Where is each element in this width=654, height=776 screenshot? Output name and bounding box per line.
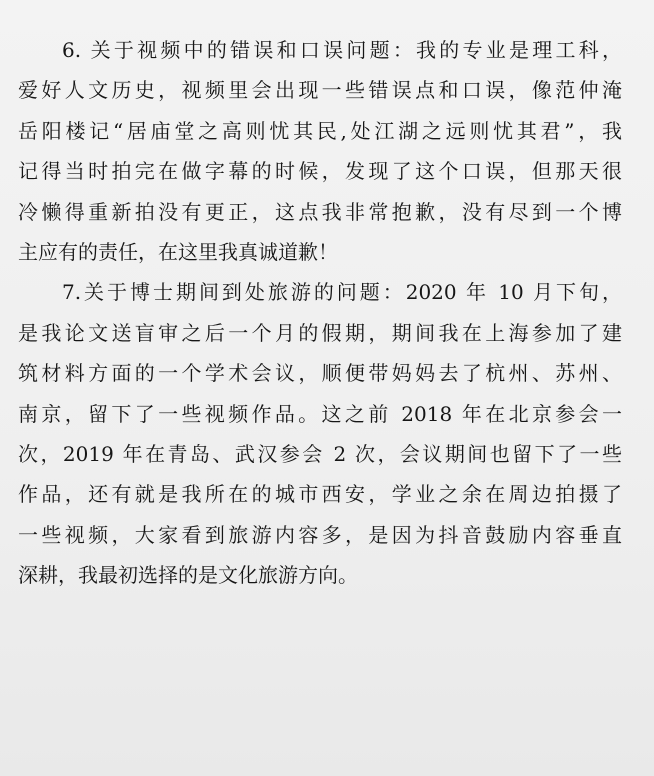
paragraph-7-travel [0, 272, 654, 595]
text-line: 南京，留下了一些视频作品。这之前 2018 年在北京参会一 [18, 401, 622, 426]
paragraph-6-typos [0, 30, 654, 272]
text-line: 次，2019 年在青岛、武汉参会 2 次，会议期间也留下了一些 [18, 442, 622, 467]
text-line: 作品，还有就是我所在的城市西安，学业之余在周边拍摄了 [18, 482, 622, 507]
text-line: 岳阳楼记“居庙堂之高则忧其民,处江湖之远则忧其君”，我 [18, 118, 622, 143]
text-line: 主应有的责任，在这里我真诚道歉！ [18, 240, 338, 265]
text-line: 深耕，我最初选择的是文化旅游方向。 [18, 563, 358, 588]
text-line: 冷懒得重新拍没有更正，这点我非常抱歉，没有尽到一个博 [18, 199, 622, 224]
text-line: 7.关于博士期间到处旅游的问题：2020 年 10 月下旬， [62, 280, 622, 305]
text-line: 是我论文送盲审之后一个月的假期，期间我在上海参加了建 [18, 320, 622, 345]
text-line: 爱好人文历史，视频里会出现一些错误点和口误，像范仲淹 [18, 78, 622, 103]
text-line: 筑材料方面的一个学术会议，顺便带妈妈去了杭州、苏州、 [18, 361, 622, 386]
text-line: 记得当时拍完在做字幕的时候，发现了这个口误，但那天很 [18, 159, 622, 184]
text-line: 一些视频，大家看到旅游内容多，是因为抖音鼓励内容垂直 [18, 522, 622, 547]
text-line: 6. 关于视频中的错误和口误问题：我的专业是理工科， [62, 38, 622, 62]
